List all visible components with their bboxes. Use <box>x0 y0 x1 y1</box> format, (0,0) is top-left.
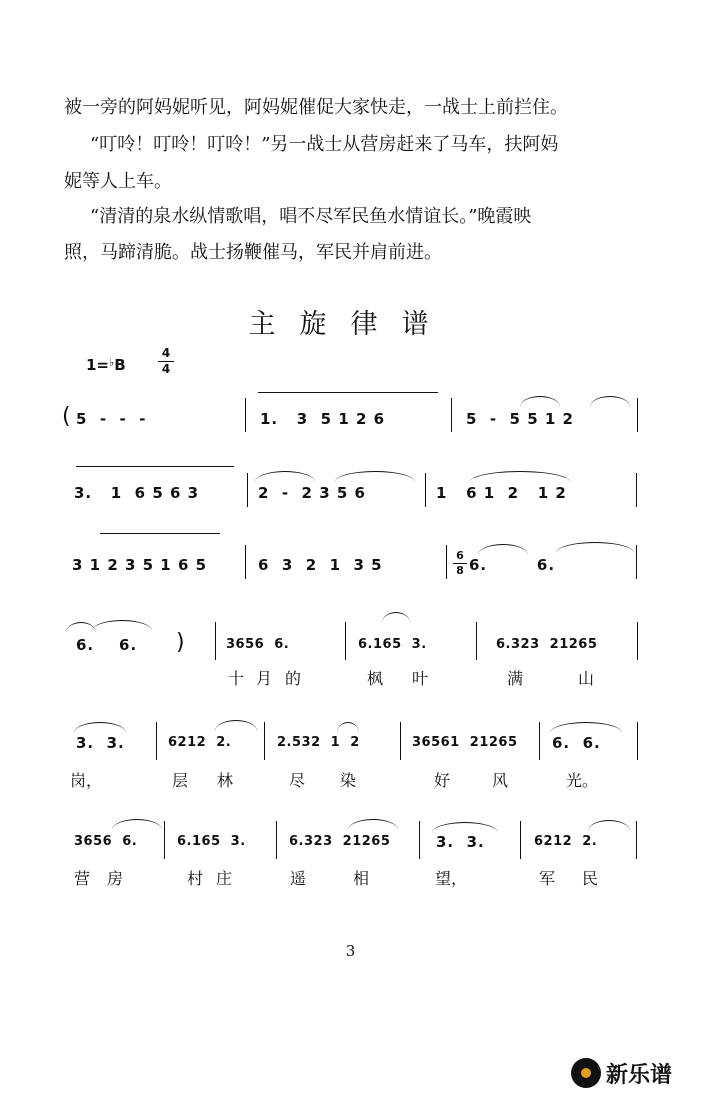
barline <box>476 622 477 660</box>
line1-seg2: 1. 3 5 1 2 6 <box>260 410 386 428</box>
slur <box>74 722 126 733</box>
lyric-4: 枫 <box>367 669 384 688</box>
flat-sign: ♭ <box>109 356 115 369</box>
barline <box>520 821 521 859</box>
lyric-6: 满 <box>507 669 524 688</box>
time2-bottom: 8 <box>456 564 464 577</box>
time2-top: 6 <box>456 549 464 562</box>
line4-seg2: 3656 6. <box>226 637 290 652</box>
barline <box>247 473 248 507</box>
logo-text: 新乐谱 <box>606 1062 673 1088</box>
lyric-12: 染 <box>340 771 357 790</box>
phrase-slur <box>76 466 234 475</box>
lyric-8: 岗， <box>70 771 103 790</box>
prose-line-4: “清清的泉水纵情歌唱，唱不尽军民鱼水情谊长。”晚霞映 <box>90 206 532 227</box>
line2-seg2: 2 - 2 3 5 6 <box>258 484 366 502</box>
open-paren: ( <box>62 404 71 429</box>
barline <box>539 722 540 760</box>
slur <box>255 471 315 482</box>
prose-line-2: “叮呤！叮呤！叮呤！”另一战士从营房赶来了马车，扶阿妈 <box>90 134 559 155</box>
lyric-10: 林 <box>217 771 234 790</box>
line5-seg1: 3. 3. <box>76 734 125 752</box>
time-top: 4 <box>161 346 171 360</box>
slur <box>112 819 162 830</box>
slur <box>588 820 630 831</box>
line4-seg1: 6. 6. <box>76 636 138 654</box>
lyric-9: 层 <box>172 771 189 790</box>
barline <box>164 821 165 859</box>
line5-seg5: 6. 6. <box>552 734 601 752</box>
line4-seg4: 6.323 21265 <box>496 637 598 652</box>
line3-seg3: 6. 6. <box>469 556 556 574</box>
barline <box>637 722 638 760</box>
barline <box>400 722 401 760</box>
time-bottom: 4 <box>161 362 171 376</box>
line3-seg2: 6 3 2 1 3 5 <box>258 556 383 574</box>
lyric-2: 月 <box>256 669 273 688</box>
slur <box>520 396 560 407</box>
lyric-22: 望， <box>435 869 468 888</box>
line6-seg5: 6212 2. <box>534 834 598 849</box>
barline <box>425 473 426 507</box>
lyric-14: 风 <box>492 771 509 790</box>
lyric-15: 光。 <box>566 771 599 790</box>
lyric-11: 尽 <box>289 771 306 790</box>
barline <box>264 722 265 760</box>
key-prefix: 1= <box>86 356 110 374</box>
line5-seg4: 36561 21265 <box>412 735 518 750</box>
line2-seg1: 3. 1 6 5 6 3 <box>74 484 200 502</box>
line2-seg3: 1 6 1 2 1 2 <box>436 484 567 502</box>
line1-seg3: 5 - 5 5 1 2 <box>466 410 574 428</box>
lyric-23: 军 <box>539 869 556 888</box>
phrase-slur <box>258 392 438 401</box>
slur <box>215 720 257 731</box>
slur <box>335 471 415 482</box>
lyric-7: 山 <box>578 669 595 688</box>
key-note: B <box>114 356 126 374</box>
barline <box>636 821 637 859</box>
slur <box>590 396 630 407</box>
line1-seg1: 5 - - - <box>76 410 147 428</box>
lyric-24: 民 <box>582 869 599 888</box>
barline <box>446 545 447 579</box>
line5-seg2: 6212 2. <box>168 735 232 750</box>
line6-seg4: 3. 3. <box>436 833 485 851</box>
lyric-1: 十 <box>228 669 245 688</box>
prose-line-3: 妮等人上车。 <box>64 171 172 192</box>
line6-seg2: 6.165 3. <box>177 834 246 849</box>
slur <box>432 822 498 833</box>
close-paren: ) <box>176 630 185 655</box>
lyric-18: 村 <box>187 869 204 888</box>
barline <box>419 821 420 859</box>
lyric-21: 相 <box>353 869 370 888</box>
line6-seg3: 6.323 21265 <box>289 834 391 849</box>
lyric-5: 叶 <box>412 669 429 688</box>
score-title: 主旋律谱 <box>248 309 453 340</box>
lyric-19: 庄 <box>216 869 233 888</box>
slur <box>478 544 528 555</box>
barline <box>245 398 246 432</box>
site-logo <box>571 1057 672 1089</box>
line4-seg3: 6.165 3. <box>358 637 427 652</box>
slur <box>470 471 570 482</box>
barline <box>245 545 246 579</box>
time-signature-change <box>453 550 467 577</box>
prose-line-1: 被一旁的阿妈妮听见，阿妈妮催促大家快走，一战士上前拦住。 <box>64 97 568 118</box>
barline <box>636 473 637 507</box>
record-disc-icon <box>571 1058 601 1088</box>
slur <box>337 722 359 733</box>
barline <box>451 398 452 432</box>
slur <box>550 722 622 733</box>
phrase-slur <box>100 533 220 542</box>
slur <box>556 542 634 553</box>
barline <box>637 398 638 432</box>
lyric-17: 房 <box>107 869 124 888</box>
line3-seg1: 3 1 2 3 5 1 6 5 <box>72 556 208 574</box>
page-number: 3 <box>345 942 356 960</box>
slur <box>66 622 96 633</box>
barline <box>215 622 216 660</box>
slur <box>382 612 410 623</box>
barline <box>636 545 637 579</box>
lyric-16: 营 <box>74 869 91 888</box>
barline <box>345 622 346 660</box>
lyric-3: 的 <box>285 669 302 688</box>
line6-seg1: 3656 6. <box>74 834 138 849</box>
slur <box>92 620 152 631</box>
prose-line-5: 照，马蹄清脆。战士扬鞭催马，军民并肩前进。 <box>64 242 442 263</box>
barline <box>276 821 277 859</box>
barline <box>156 722 157 760</box>
barline <box>637 622 638 660</box>
line5-seg3: 2.532 1 2 <box>277 735 360 750</box>
lyric-13: 好 <box>434 771 451 790</box>
slur <box>348 819 398 830</box>
lyric-20: 遥 <box>290 869 307 888</box>
